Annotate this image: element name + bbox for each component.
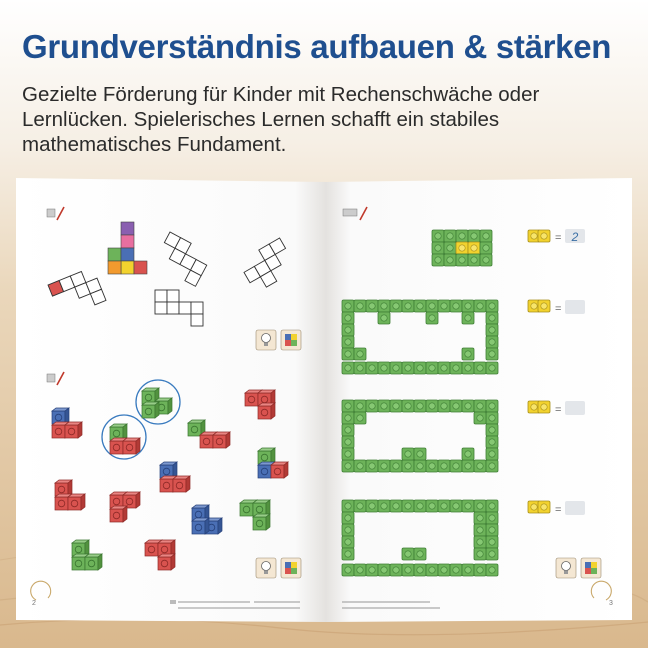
lightbulb-icon-2 [256,558,276,578]
svg-text:=: = [555,504,562,516]
page-subtitle: Gezielte Förderung für Kinder mit Rechenschwäche oder Lernlücken. Spielerisches Lernen schafft ein stabiles mathematisches Fundament. [22,83,540,156]
svg-text:=: = [555,404,562,416]
lightbulb-icon [256,330,276,350]
page-number-left: 2 [32,600,36,607]
answer-row-1 [528,229,585,244]
svg-text:=: = [555,303,562,315]
answer-box-3[interactable] [565,401,585,415]
answer-box-2[interactable] [565,300,585,314]
answer-value-1: 2 [571,230,579,244]
cube-set-icon-2 [281,558,301,578]
green-block-figure-1 [432,230,492,266]
lightbulb-icon-3 [556,558,576,578]
svg-text:=: = [555,232,562,244]
answer-box-4[interactable] [565,501,585,515]
cube-set-icon [281,330,301,350]
cube-set-icon-3 [581,558,601,578]
page-title: Grundverständnis aufbauen & stärken [22,28,612,65]
page-number-right: 3 [609,600,613,607]
